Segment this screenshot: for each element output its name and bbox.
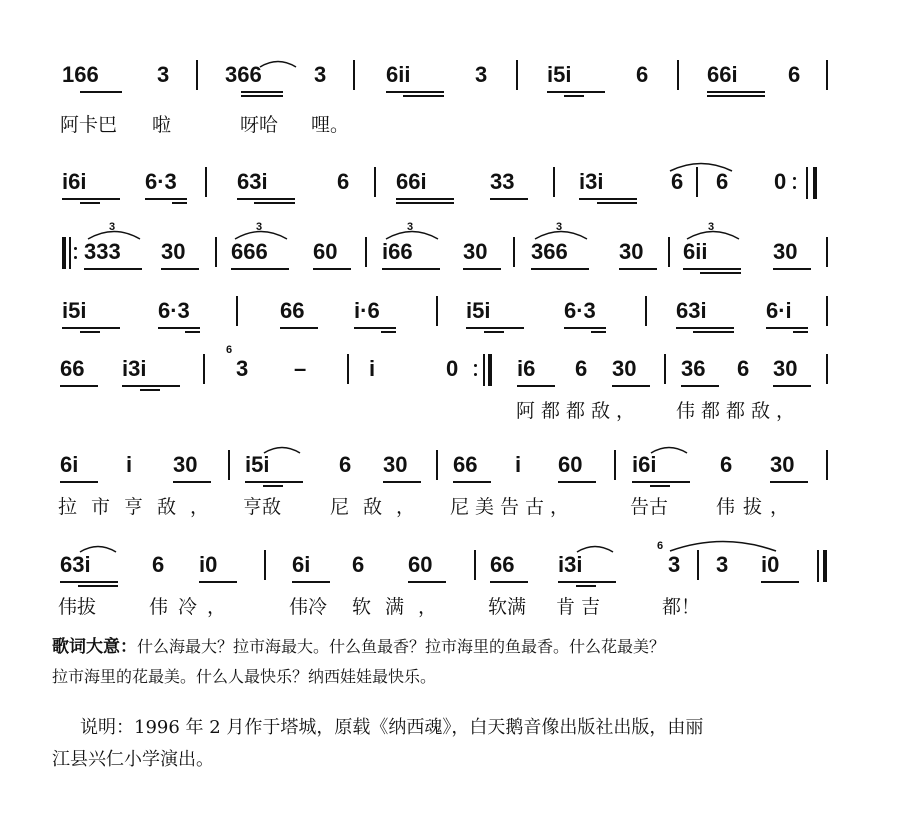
- lyric: 告古: [630, 496, 669, 518]
- note-group: 6: [720, 452, 733, 477]
- lyric: 尼美告古，: [450, 496, 576, 518]
- note-group: 6·3: [158, 298, 190, 323]
- slur: [575, 543, 615, 553]
- barline: [215, 237, 217, 267]
- barline: [553, 167, 555, 197]
- note-group: 30: [161, 239, 186, 264]
- note-group: 3: [668, 552, 681, 577]
- note-group: 3: [314, 62, 327, 87]
- barline: [826, 60, 828, 90]
- note-group: 166: [62, 62, 99, 87]
- note-group: i5i: [62, 298, 87, 323]
- grace-note: 6: [226, 344, 233, 356]
- meaning-label: 歌词大意：: [52, 637, 137, 657]
- lyric: 软满，: [352, 596, 452, 618]
- barline: [806, 167, 808, 199]
- lyric: 肯吉: [556, 596, 607, 618]
- note-group: 30: [773, 239, 798, 264]
- note-group: 60: [313, 239, 338, 264]
- slur: [258, 58, 298, 68]
- note-group: i0: [761, 552, 780, 577]
- note-group: 6·i: [766, 298, 792, 323]
- barline: [196, 60, 198, 90]
- lyric: 伟都都敌，: [676, 400, 802, 422]
- note-group: 66: [280, 298, 305, 323]
- barline: [236, 296, 238, 326]
- barline: [483, 354, 485, 386]
- barline: [826, 237, 828, 267]
- barline: [365, 237, 367, 267]
- note-group: i3i: [122, 356, 147, 381]
- note-group: 63i: [676, 298, 707, 323]
- triplet-mark: 3: [708, 221, 715, 233]
- lyric: 亨敌，: [124, 496, 224, 518]
- barline: [668, 237, 670, 267]
- note-group: i6i: [632, 452, 657, 477]
- lyric: 伟拔: [58, 596, 97, 618]
- note-group: 3: [157, 62, 170, 87]
- barline: [817, 550, 819, 582]
- lyrics-meaning: [52, 632, 852, 692]
- lyric: 软满: [488, 596, 527, 618]
- note-group: 333: [84, 239, 121, 264]
- note-group: 66: [490, 552, 515, 577]
- lyric: 阿卡巴: [60, 114, 118, 136]
- note-group: 6: [788, 62, 801, 87]
- note-text: 江县兴仁小学演出。: [52, 749, 214, 770]
- barline: [677, 60, 679, 90]
- note-group: 6: [636, 62, 649, 87]
- note-group: 30: [770, 452, 795, 477]
- barline: [516, 60, 518, 90]
- note-group: 6: [339, 452, 352, 477]
- note-group: i6i: [62, 169, 87, 194]
- note-group: i66: [382, 239, 413, 264]
- note-group: 60: [408, 552, 433, 577]
- note-group: 6·3: [564, 298, 596, 323]
- note-group: 30: [773, 356, 798, 381]
- final-barline: [813, 167, 817, 199]
- barline: [697, 550, 699, 580]
- note-group: 366: [531, 239, 568, 264]
- note-group: i5i: [245, 452, 270, 477]
- barline: [513, 237, 515, 267]
- lyric: 哩。: [311, 114, 350, 136]
- lyric: 拉市: [58, 496, 125, 518]
- note-group: i3i: [558, 552, 583, 577]
- note-group: i0: [199, 552, 218, 577]
- barline: [474, 550, 476, 580]
- note-group: 6i: [60, 452, 79, 477]
- score-line-4: [0, 300, 897, 344]
- note-group: i: [515, 452, 522, 477]
- barline: [826, 296, 828, 326]
- lyric: 伟冷，: [149, 596, 237, 618]
- lyric: 啦: [152, 114, 172, 136]
- note-group: 36: [681, 356, 706, 381]
- note-text: 说明：1996 年 2 月作于塔城，原载《纳西魂》，白天鹅音像出版社出版，由丽: [80, 717, 704, 738]
- lyric: 尼敌，: [330, 496, 430, 518]
- note-group: 63i: [60, 552, 91, 577]
- note-group: i·6: [354, 298, 380, 323]
- note-group: 30: [383, 452, 408, 477]
- barline: [826, 354, 828, 384]
- note-group: i: [126, 452, 133, 477]
- triplet-mark: 3: [407, 221, 414, 233]
- note-group: 666: [231, 239, 268, 264]
- note-group: 6: [575, 356, 588, 381]
- note-group: 6i: [292, 552, 311, 577]
- note-group: 33: [490, 169, 515, 194]
- barline: [203, 354, 205, 384]
- barline: [353, 60, 355, 90]
- note-group: 366: [225, 62, 262, 87]
- note-group: 30: [612, 356, 637, 381]
- note-group: 6: [716, 169, 729, 194]
- repeat-end: [488, 354, 492, 386]
- note-group: 6ii: [386, 62, 411, 87]
- barline: [264, 550, 266, 580]
- note-group: 6: [337, 169, 350, 194]
- lyric: 亨敌: [243, 496, 282, 518]
- note-group: 3: [236, 356, 249, 381]
- meaning-text: 什么海最大？拉市海最大。什么鱼最香？拉市海里的鱼最香。什么花最美？: [137, 637, 666, 656]
- lyric: 阿都都敌，: [516, 400, 642, 422]
- note-group: i5i: [547, 62, 572, 87]
- barline: [826, 450, 828, 480]
- slur: [78, 543, 118, 553]
- slur: [649, 444, 689, 454]
- note-group: i3i: [579, 169, 604, 194]
- note-group: 6ii: [683, 239, 708, 264]
- note-group: i6: [517, 356, 536, 381]
- score-line-2: [0, 171, 897, 215]
- tie: [668, 538, 778, 552]
- note-group: 0: [446, 356, 459, 381]
- lyric: 都！: [662, 596, 701, 618]
- note-group: 30: [463, 239, 488, 264]
- note-group: i: [369, 356, 376, 381]
- triplet-mark: 3: [556, 221, 563, 233]
- note-group: 30: [173, 452, 198, 477]
- note-group: –: [294, 356, 307, 381]
- note-group: 6·3: [145, 169, 177, 194]
- grace-note: 6: [657, 540, 664, 552]
- explanation-note: [52, 712, 850, 776]
- tie: [668, 160, 734, 172]
- barline: [436, 450, 438, 480]
- barline: [645, 296, 647, 326]
- barline: [436, 296, 438, 326]
- note-group: i5i: [466, 298, 491, 323]
- lyric: 呀哈: [240, 114, 279, 136]
- triplet-mark: 3: [109, 221, 116, 233]
- lyric: 伟拔，: [716, 496, 798, 518]
- triplet-mark: 3: [256, 221, 263, 233]
- note-group: 3: [475, 62, 488, 87]
- final-barline: [823, 550, 827, 582]
- note-group: 0: [774, 169, 787, 194]
- note-group: 66: [453, 452, 478, 477]
- repeat-start: [62, 237, 66, 269]
- meaning-text: 拉市海里的花最美。什么人最快乐？纳西娃娃最快乐。: [52, 667, 437, 686]
- barline: [614, 450, 616, 480]
- note-group: 66: [60, 356, 85, 381]
- note-group: 66i: [396, 169, 427, 194]
- barline: [374, 167, 376, 197]
- barline: [205, 167, 207, 197]
- score-line-1: [0, 64, 897, 108]
- note-group: 6: [671, 169, 684, 194]
- barline: [347, 354, 349, 384]
- barline: [664, 354, 666, 384]
- note-group: 63i: [237, 169, 268, 194]
- slur: [262, 444, 302, 454]
- note-group: 66i: [707, 62, 738, 87]
- note-group: 6: [737, 356, 750, 381]
- note-group: 30: [619, 239, 644, 264]
- note-group: 6: [352, 552, 365, 577]
- note-group: 60: [558, 452, 583, 477]
- note-group: 6: [152, 552, 165, 577]
- barline: [228, 450, 230, 480]
- score-line-3: [0, 241, 897, 285]
- lyric: 伟冷: [289, 596, 328, 618]
- note-group: 3: [716, 552, 729, 577]
